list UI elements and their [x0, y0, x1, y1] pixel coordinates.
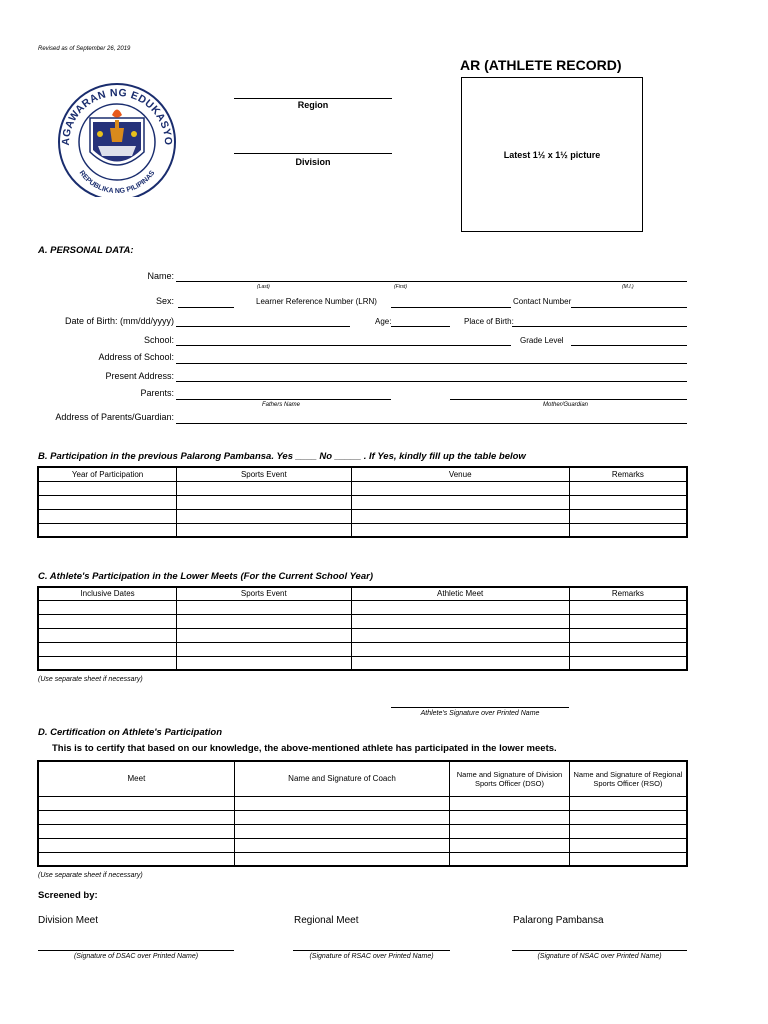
last-hint: (Last): [257, 284, 270, 290]
col-inclusive-dates: Inclusive Dates: [38, 587, 177, 600]
certification-statement: This is to certify that based on our knowledge, the above-mentioned athlete has participated in the lower meets.: [52, 743, 557, 754]
table-row[interactable]: [38, 810, 687, 824]
col-dso: Name and Signature of Division Sports Officer (DSO): [450, 761, 570, 796]
col-rso: Name and Signature of Regional Sports Officer (RSO): [569, 761, 687, 796]
separate-sheet-note-c: (Use separate sheet if necessary): [38, 676, 143, 683]
present-address-label: Present Address:: [105, 371, 174, 381]
lrn-field[interactable]: [391, 307, 511, 308]
lrn-label: Learner Reference Number (LRN): [256, 297, 377, 306]
table-row[interactable]: [38, 656, 687, 670]
rsac-signature-line[interactable]: [293, 950, 450, 951]
father-field[interactable]: [176, 399, 391, 400]
contact-label: Contact Number: [513, 297, 572, 306]
grade-label: Grade Level: [520, 336, 564, 345]
pob-field[interactable]: [512, 326, 687, 327]
dsac-signature-line[interactable]: [38, 950, 234, 951]
division-meet-label: Division Meet: [38, 915, 99, 926]
screened-by-heading: Screened by:: [38, 890, 98, 901]
age-label: Age:: [375, 317, 392, 326]
table-row[interactable]: [38, 642, 687, 656]
mother-hint: Mother/Guardian: [543, 402, 589, 408]
athlete-signature-line[interactable]: [391, 707, 569, 708]
rsac-signature-label: (Signature of RSAC over Printed Name): [309, 953, 434, 960]
col-meet: Meet: [38, 761, 234, 796]
school-field[interactable]: [176, 345, 511, 346]
table-row[interactable]: [38, 481, 687, 495]
address-parents-label: Address of Parents/Guardian:: [55, 412, 174, 422]
table-row[interactable]: [38, 796, 687, 810]
col-remarks: Remarks: [569, 467, 687, 481]
table-row[interactable]: [38, 824, 687, 838]
division-label: Division: [295, 157, 331, 167]
col-athletic-meet: Athletic Meet: [351, 587, 569, 600]
regional-meet-label: Regional Meet: [294, 915, 359, 926]
photo-label: Latest 1½ x 1½ picture: [503, 150, 601, 160]
lower-meets-table: [37, 586, 688, 671]
deped-seal-icon: [52, 82, 182, 197]
separate-sheet-note-d: (Use separate sheet if necessary): [38, 872, 143, 879]
col-remarks: Remarks: [569, 587, 687, 600]
col-year: Year of Participation: [38, 467, 177, 481]
svg-text:KAGAWARAN NG EDUKASYON: AGAWARAN NG EDUKASYO: [59, 86, 175, 146]
mother-field[interactable]: [450, 399, 687, 400]
address-parents-field[interactable]: [176, 423, 687, 424]
sex-label: Sex:: [155, 296, 174, 306]
table-row[interactable]: [38, 600, 687, 614]
sex-field[interactable]: [178, 307, 234, 308]
col-sports-event: Sports Event: [177, 587, 351, 600]
form-title: AR (ATHLETE RECORD): [460, 57, 622, 73]
personal-data-heading: A. PERSONAL DATA:: [38, 245, 134, 256]
dob-label: Date of Birth: (mm/dd/yyyy): [64, 316, 174, 326]
svg-text:REPUBLIKA NG PILIPINAS: REPUBLIKA NG PILIPINAS: [77, 169, 157, 196]
father-hint: Fathers Name: [262, 402, 301, 408]
pob-label: Place of Birth:: [464, 317, 514, 326]
mi-hint: (M.I.): [622, 284, 634, 290]
address-school-field[interactable]: [176, 363, 687, 364]
revision-note: Revised as of September 26, 2019: [38, 46, 131, 52]
present-address-field[interactable]: [176, 381, 687, 382]
grade-field[interactable]: [571, 345, 687, 346]
name-label: Name:: [147, 271, 174, 281]
table-row[interactable]: [38, 614, 687, 628]
table-row[interactable]: [38, 852, 687, 866]
previous-palaro-table: [37, 466, 688, 538]
school-label: School:: [143, 335, 174, 345]
contact-field[interactable]: [571, 307, 687, 308]
address-school-label: Address of School:: [98, 352, 174, 362]
division-line[interactable]: [234, 153, 392, 154]
parents-label: Parents:: [140, 388, 174, 398]
dob-field[interactable]: [176, 326, 350, 327]
athlete-signature-label: Athlete's Signature over Printed Name: [420, 710, 540, 717]
name-field[interactable]: [176, 281, 687, 282]
dsac-signature-label: (Signature of DSAC over Printed Name): [73, 953, 199, 960]
age-field[interactable]: [391, 326, 450, 327]
table-row[interactable]: [38, 838, 687, 852]
certification-table: [37, 760, 688, 867]
table-row[interactable]: [38, 523, 687, 537]
section-b-heading: B. Participation in the previous Palarong Pambansa. Yes ____ No _____ . If Yes, kindly fill up the table below: [38, 451, 526, 462]
section-d-heading: D. Certification on Athlete's Participation: [38, 727, 223, 738]
table-row[interactable]: [38, 628, 687, 642]
palarong-label: Palarong Pambansa: [513, 915, 604, 926]
col-venue: Venue: [351, 467, 569, 481]
nsac-signature-label: (Signature of NSAC over Printed Name): [537, 953, 662, 960]
nsac-signature-line[interactable]: [512, 950, 687, 951]
table-row[interactable]: [38, 509, 687, 523]
table-row[interactable]: [38, 495, 687, 509]
first-hint: (First): [394, 284, 408, 290]
section-c-heading: C. Athlete's Participation in the Lower Meets (For the Current School Year): [38, 571, 373, 582]
region-label: Region: [297, 100, 329, 110]
photo-box[interactable]: [461, 77, 643, 232]
col-coach: Name and Signature of Coach: [234, 761, 449, 796]
col-sports-event: Sports Event: [177, 467, 351, 481]
